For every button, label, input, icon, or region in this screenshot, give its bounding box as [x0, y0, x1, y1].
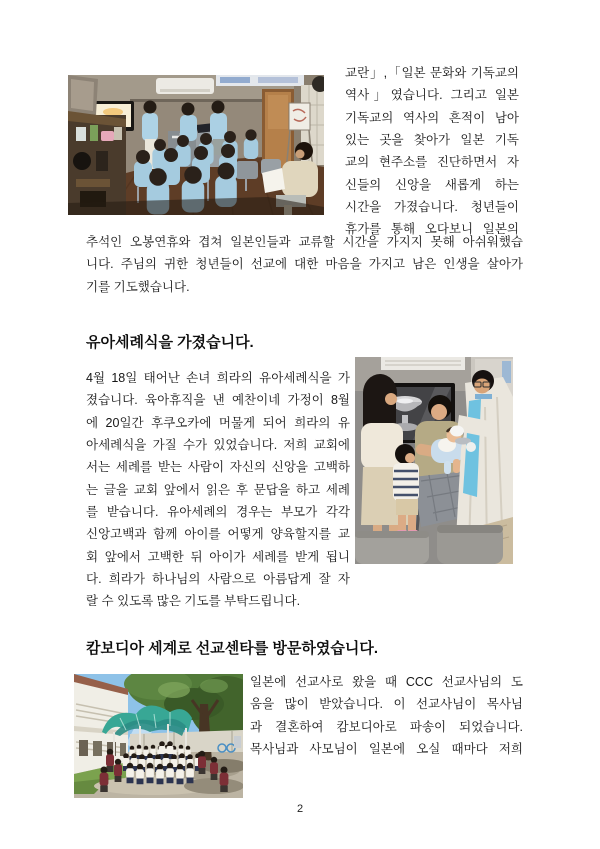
cambodia-photo-scene — [74, 674, 243, 798]
paragraph-youth-column — [345, 62, 519, 241]
text-line: 졌습니다. 육아휴직을 낸 예찬이네 가정이 8월 — [86, 393, 350, 408]
text-line: 움을 많이 받았습니다. 이 선교사님이 목사님 — [250, 697, 523, 712]
text-line: 아세례식을 가질 수가 있었습니다. 저희 교회에 — [86, 438, 350, 453]
text-line: 에 20일간 후쿠오카에 머물게 되어 희라의 유 — [86, 415, 350, 430]
text-line: 추석인 오봉연휴와 겹쳐 일본인들과 교류할 시간을 가지지 못해 아쉬워했습 — [86, 235, 523, 249]
youth-meeting-photo — [68, 75, 324, 215]
baptism-photo — [355, 357, 513, 564]
section-heading-cambodia: 캄보디아 세계로 선교센타를 방문하였습니다. — [86, 640, 378, 657]
section-heading-baptism: 유아세례식을 가졌습니다. — [86, 334, 254, 351]
text-line: 일본에 선교사로 왔을 때 CCC 선교사님의 도 — [250, 675, 523, 689]
text-line: 신들의 신앙을 새롭게 하는 — [345, 177, 519, 192]
justified-lines — [86, 367, 350, 590]
page-number: 2 — [296, 803, 304, 815]
text-line: 는 글을 교회 앞에서 읽은 후 문답을 하고 세례 — [86, 482, 350, 497]
text-line: 시간을 가졌습니다. 청년들이 — [345, 200, 519, 215]
text-line: 다. 희라가 하나님의 사람으로 아름답게 잘 자 — [86, 572, 350, 587]
text-line: 기독교의 역사의 흔적이 남아 — [345, 110, 519, 125]
text-line: 목사님과 사모님이 일본에 오실 때마다 저희 — [250, 742, 523, 757]
text-line: 니다. 주님의 귀한 청년들이 선교에 대한 마음을 가지고 남은 인생을 살아가 — [86, 257, 523, 272]
text-line: 교란」,「일본 문화와 기독교의 — [345, 66, 519, 80]
paragraph-last-line: 기를 기도했습니다. — [86, 279, 190, 294]
text-line: 있는 곳을 찾아가 일본 기독 — [345, 133, 519, 148]
text-line: 과 결혼하여 캄보디아로 파송이 되었습니다. — [250, 719, 523, 734]
text-line: 를 받습니다. 유아세례의 경우는 부모가 각각 — [86, 505, 350, 520]
paragraph-youth-fullwidth — [86, 231, 523, 298]
classroom-photo-scene — [68, 75, 324, 215]
baptism-photo-scene — [355, 357, 513, 564]
text-line: 휴가를 통해 오다보니 일본의 — [345, 222, 519, 237]
text-line: 신앙고백과 함께 아이를 어떻게 양육할지를 교 — [86, 527, 350, 542]
cambodia-center-photo — [74, 674, 243, 798]
text-line: 역사」였습니다. 그리고 일본 — [345, 88, 519, 103]
text-line: 4월 18일 태어난 손녀 희라의 유아세례식을 가 — [86, 371, 350, 385]
paragraph-baptism — [86, 367, 350, 613]
justified-lines — [86, 231, 523, 276]
text-line: 교의 현주소를 진단하면서 자 — [345, 155, 519, 170]
text-line: 회 앞에서 고백한 뒤 아이가 세례를 받게 됩니 — [86, 549, 350, 564]
text-line: 서는 세례를 받는 사람이 자신의 신앙을 고백하 — [86, 460, 350, 475]
paragraph-cambodia — [250, 671, 523, 760]
paragraph-last-line: 랄 수 있도록 많은 기도를 부탁드립니다. — [86, 594, 301, 609]
